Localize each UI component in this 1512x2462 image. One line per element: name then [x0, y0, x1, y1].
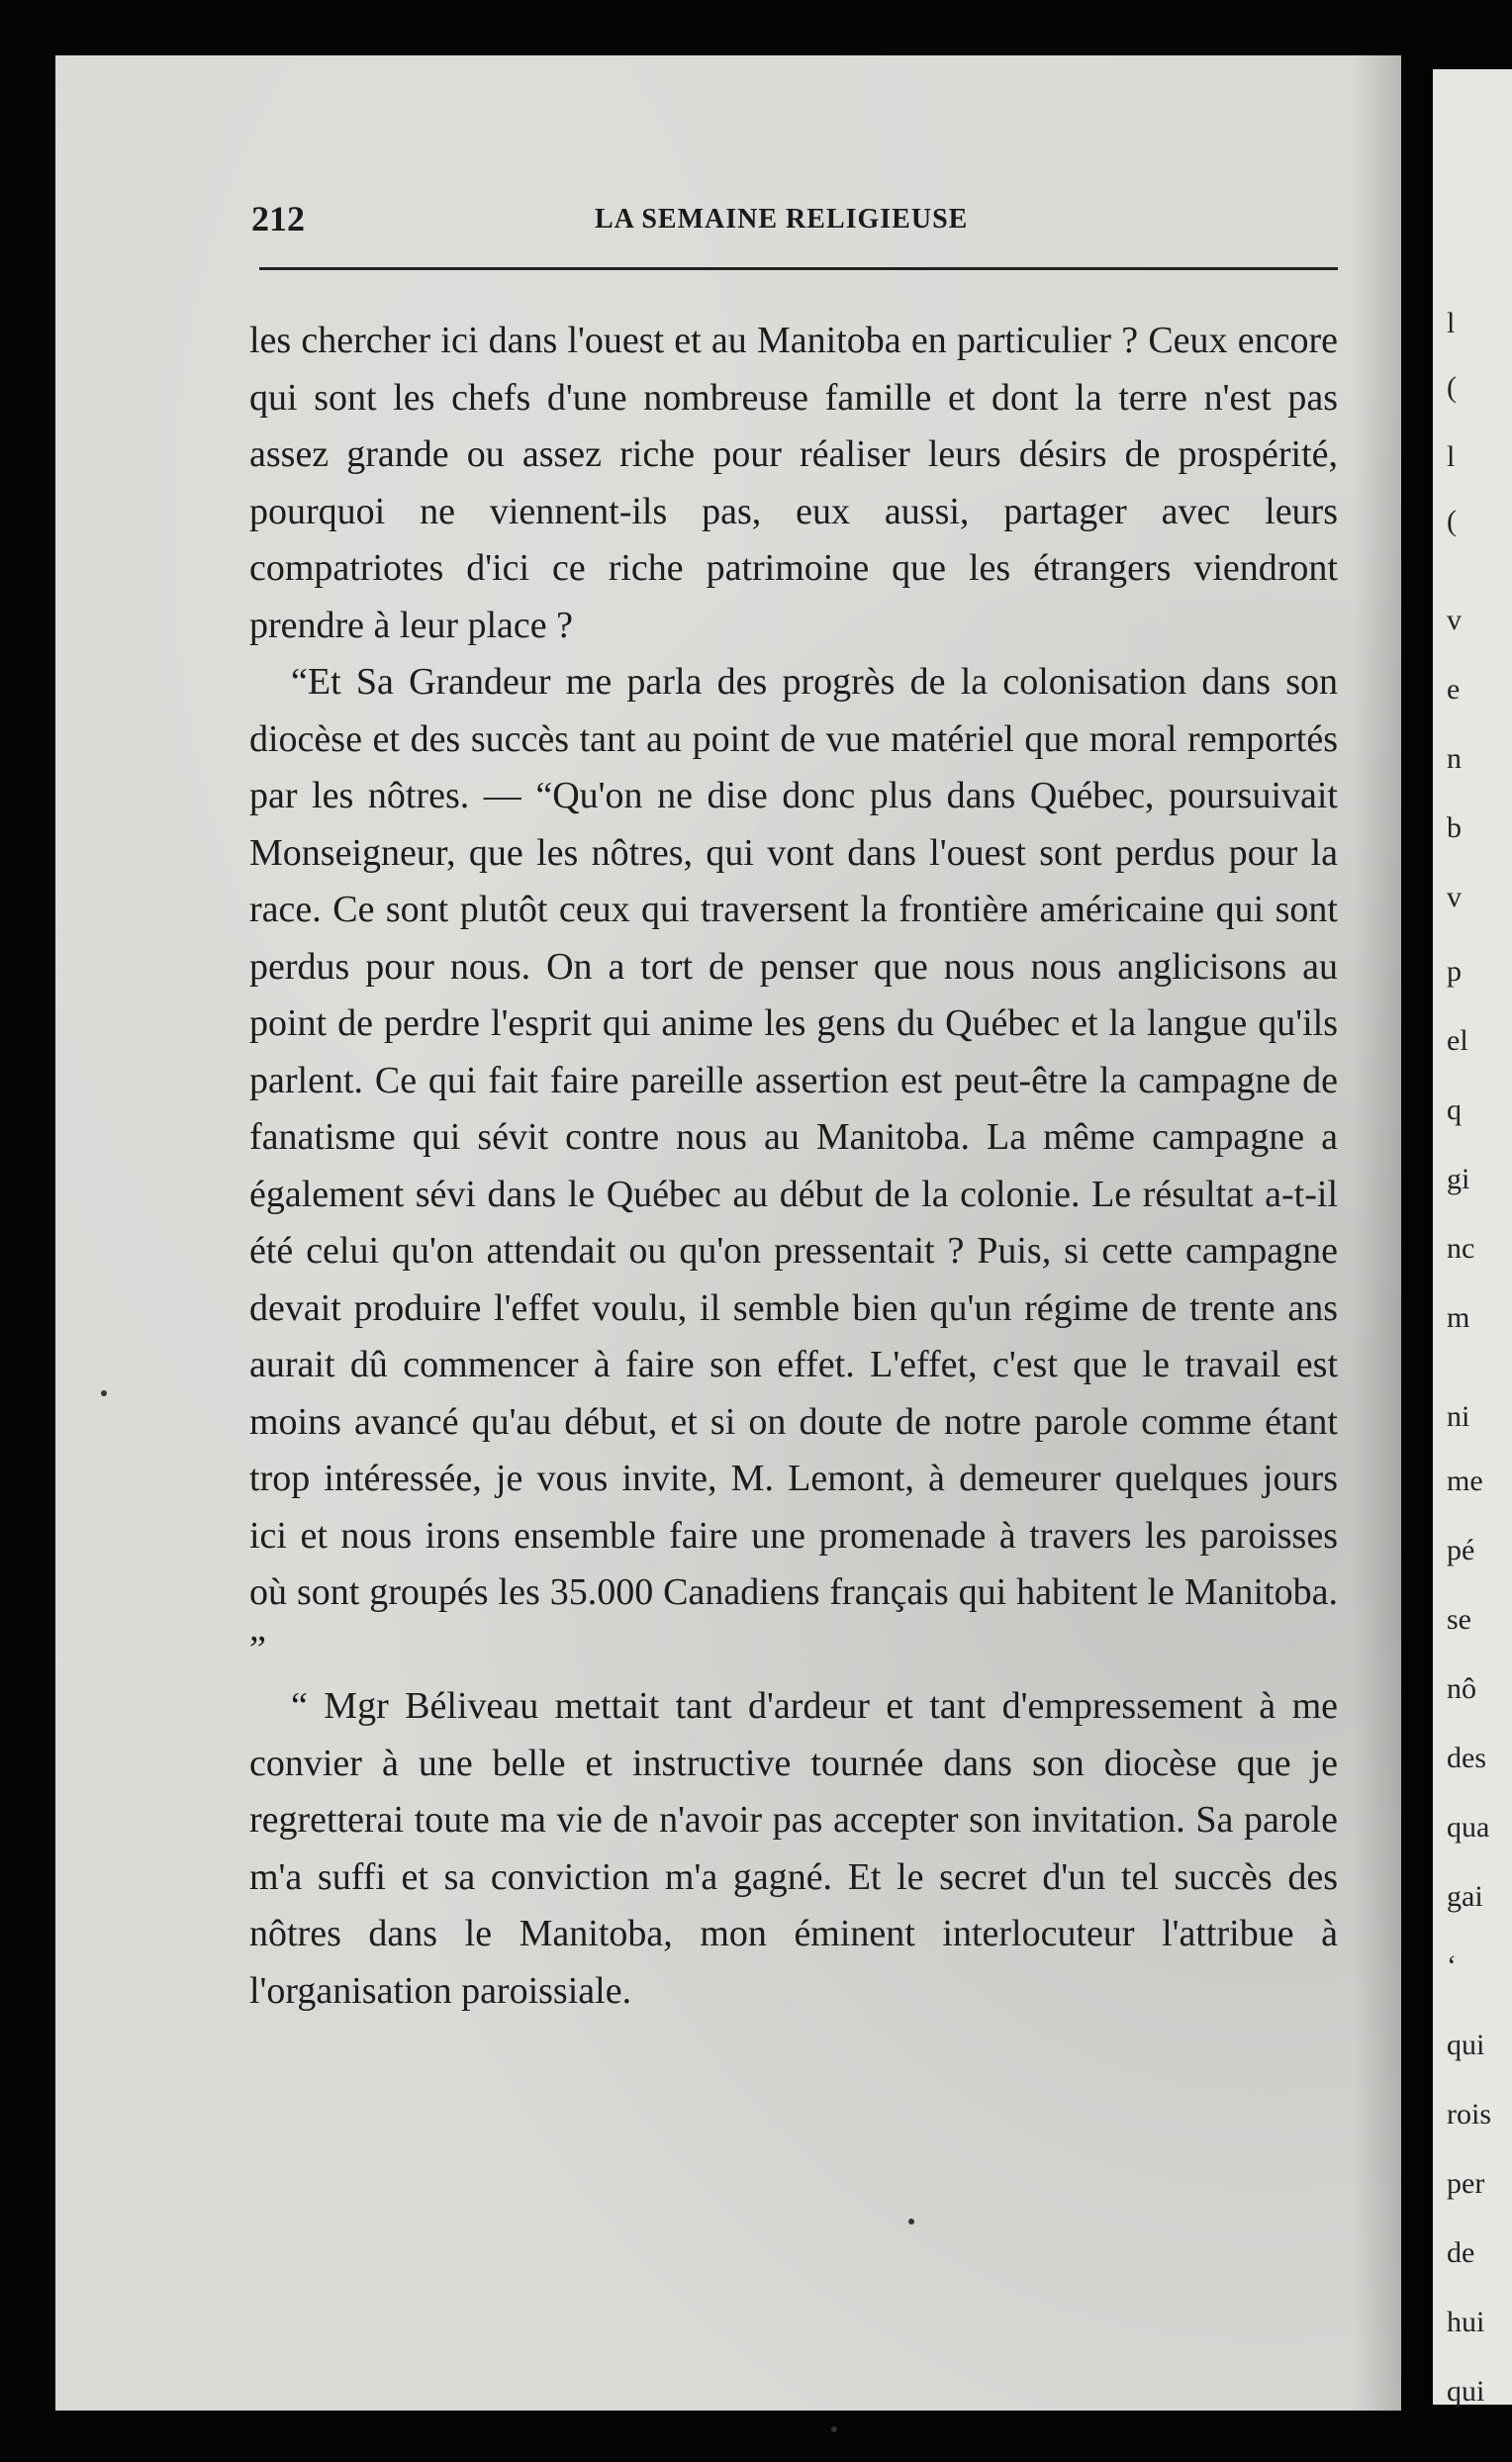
paragraph: “ Mgr Béliveau mettait tant d'ardeur et tant d'empressement à me convier à une belle et instructive tournée dans son diocèse que je regretterai toute ma vie de n'avoir pas accepter son invitation. Sa parole m'a suffi et sa conviction m'a gagné. Et le secret d'un tel succès des nôtres dans le Manitoba, mon éminent interlocuteur l'attribue à l'organisation paroissiale.	[249, 1685, 1338, 2012]
adjacent-page-fragment: per	[1447, 2167, 1485, 2200]
adjacent-page-fragment: qua	[1447, 1811, 1490, 1844]
adjacent-page-fragment: nô	[1447, 1672, 1476, 1705]
adjacent-page-fragment: nc	[1447, 1232, 1475, 1265]
adjacent-page-fragment: b	[1447, 811, 1462, 844]
adjacent-page-fragment: rois	[1447, 2098, 1491, 2131]
adjacent-page-fragment: q	[1447, 1093, 1462, 1126]
running-head: LA SEMAINE RELIGIEUSE	[595, 204, 969, 235]
adjacent-page-fragment: v	[1447, 881, 1462, 913]
adjacent-page-edge	[1433, 69, 1512, 2408]
adjacent-page-fragment: e	[1447, 673, 1461, 706]
adjacent-page-fragment: el	[1447, 1024, 1468, 1057]
speck	[831, 2426, 837, 2432]
header-rule	[259, 267, 1338, 270]
paragraph: les chercher ici dans l'ouest et au Manitoba en particulier ? Ceux encore qui sont les chefs d'une nombreuse famille et dont la terre n'est pas assez grande ou assez riche pour réaliser leurs désirs de prospérité, pourquoi ne viennent-ils pas, eux aussi, partager avec leurs compatriotes d'ici ce riche patrimoine que les étrangers viendront prendre à leur place ?	[249, 320, 1338, 646]
body-text	[249, 313, 1338, 2020]
page-header	[194, 198, 1337, 257]
adjacent-page-fragment: pé	[1447, 1534, 1475, 1566]
adjacent-page-fragment: (	[1447, 371, 1457, 404]
adjacent-page-fragment: n	[1447, 742, 1462, 775]
adjacent-page-fragment: de	[1447, 2236, 1475, 2269]
adjacent-page-fragment: l	[1447, 307, 1456, 339]
speck	[101, 1390, 107, 1396]
adjacent-page-fragment: l	[1447, 440, 1456, 473]
adjacent-page-fragment: qui	[1447, 2375, 1485, 2408]
adjacent-page-fragment: se	[1447, 1603, 1471, 1636]
adjacent-page-fragment: des	[1447, 1742, 1486, 1774]
adjacent-page-fragment: p	[1447, 955, 1462, 988]
adjacent-page-fragment: (	[1447, 505, 1457, 537]
page-number: 212	[251, 199, 305, 238]
adjacent-page-fragment: hui	[1447, 2306, 1485, 2338]
adjacent-page-fragment: me	[1447, 1465, 1483, 1497]
adjacent-page-fragment: ‘	[1447, 1949, 1457, 1982]
speck	[908, 2219, 914, 2225]
adjacent-page-fragment: gai	[1447, 1880, 1483, 1913]
adjacent-page-fragment: m	[1447, 1301, 1470, 1334]
page-fold-shadow	[1352, 55, 1431, 2411]
adjacent-page-fragment: ni	[1447, 1400, 1470, 1433]
paragraph: “Et Sa Grandeur me parla des progrès de la colonisation dans son diocèse et des succès tant au point de vue matériel que moral remportés par les nôtres. — “Qu'on ne dise donc plus dans Québec, poursuivait Monseigneur, que les nôtres, qui vont dans l'ouest sont perdus pour la race. Ce sont plutôt ceux qui traversent la frontière américaine qui sont perdus pour nous. On a tort de penser que nous nous anglicisons au point de perdre l'esprit qui anime les gens du Québec et la langue qu'ils parlent. Ce qui fait faire pareille assertion est peut-être la campagne de fanatisme qui sévit contre nous au Manitoba. La même campagne a également sévi dans le Québec au début de la colonie. Le résultat a-t-il été celui qu'on attendait ou qu'on pressentait ? Puis, si cette campagne devait produire l'effet voulu, il semble bien qu'un régime de trente ans aurait dû commencer à faire son effet. L'effet, c'est que le travail est moins avancé qu'au début, et si on doute de notre parole comme étant trop intéressée, je vous invite, M. Lemont, à demeurer quelques jours ici et nous irons ensemble faire une promenade à travers les paroisses où sont groupés les 35.000 Canadiens français qui habitent le Manitoba. ”	[249, 661, 1338, 1670]
adjacent-page-fragment: qui	[1447, 2029, 1485, 2061]
adjacent-page-fragment: gi	[1447, 1163, 1470, 1195]
adjacent-page-fragment: v	[1447, 604, 1462, 636]
